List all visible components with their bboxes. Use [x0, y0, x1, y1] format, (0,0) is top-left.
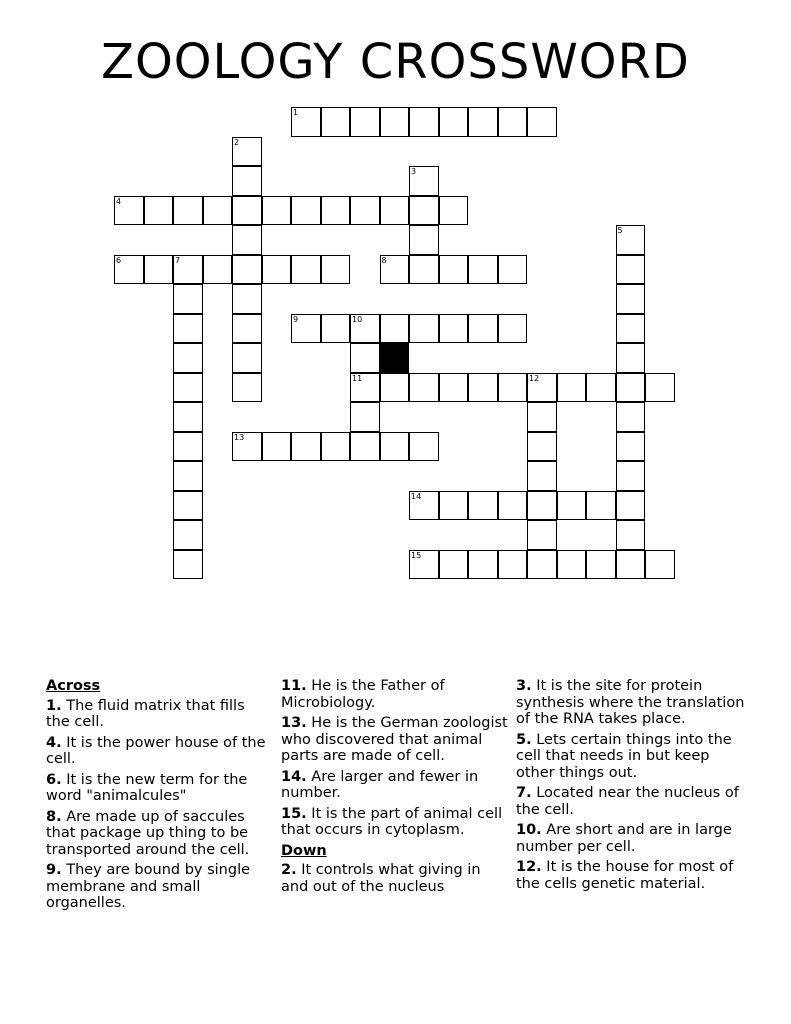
- grid-cell[interactable]: [409, 550, 439, 580]
- clue-number: 4: [116, 196, 122, 206]
- grid-cell[interactable]: [498, 107, 528, 137]
- grid-cell[interactable]: [350, 432, 380, 462]
- grid-cell[interactable]: [321, 196, 351, 226]
- grid-cell[interactable]: [409, 196, 439, 226]
- grid-cell[interactable]: [498, 550, 528, 580]
- grid-cell[interactable]: [232, 225, 262, 255]
- clue-across-13: 13. He is the German zoologist who discovered that animal parts are made of cell.: [281, 715, 508, 764]
- grid-cell[interactable]: [232, 314, 262, 344]
- clue-across-9: 9. They are bound by single membrane and small organelles.: [46, 862, 251, 911]
- grid-cell[interactable]: [645, 373, 675, 403]
- grid-cell[interactable]: [144, 255, 174, 285]
- grid-cell[interactable]: [203, 255, 233, 285]
- grid-cell[interactable]: [409, 255, 439, 285]
- down-heading: Down: [281, 842, 327, 859]
- clue-across-8: 8. Are made up of saccules that package up thing to be transported around the cell.: [46, 808, 250, 858]
- grid-cell[interactable]: [350, 373, 380, 403]
- clue-across-11: 11. He is the Father of Microbiology.: [281, 678, 445, 711]
- clue-across-6: 6. It is the new term for the word "animalcules": [46, 771, 248, 804]
- clue-down-12: 12. It is the house for most of the cells genetic material.: [516, 859, 734, 892]
- clue-number: 5: [617, 226, 623, 235]
- grid-cell[interactable]: [527, 402, 557, 432]
- clue-number: 3: [411, 167, 417, 176]
- clue-number: 9: [293, 314, 299, 324]
- clue-number: 13: [234, 432, 245, 442]
- grid-cell[interactable]: [409, 107, 439, 137]
- grid-cell[interactable]: [262, 432, 292, 462]
- clue-number: 11: [352, 373, 363, 383]
- grid-cell[interactable]: [468, 373, 498, 403]
- grid-cell[interactable]: [203, 196, 233, 226]
- grid-cell[interactable]: [321, 432, 351, 462]
- grid-cell[interactable]: [557, 550, 587, 580]
- grid-cell[interactable]: [232, 284, 262, 314]
- grid-cell[interactable]: [409, 432, 439, 462]
- grid-cell[interactable]: [616, 284, 646, 314]
- grid-cell[interactable]: [645, 550, 675, 580]
- clue-number: 7: [175, 255, 181, 265]
- grid-cell[interactable]: [409, 491, 439, 521]
- grid-cell[interactable]: [527, 432, 557, 462]
- grid-cell[interactable]: [557, 373, 587, 403]
- grid-cell[interactable]: [232, 166, 262, 196]
- grid-cell[interactable]: [380, 314, 410, 344]
- clue-number: 12: [529, 373, 540, 383]
- clue-across-15: 15. It is the part of animal cell that occurs in cytoplasm.: [281, 805, 503, 838]
- grid-cell[interactable]: [468, 550, 498, 580]
- grid-cell[interactable]: [173, 461, 203, 491]
- grid-cell[interactable]: [586, 491, 616, 521]
- grid-cell[interactable]: [173, 284, 203, 314]
- grid-cell[interactable]: [616, 520, 646, 550]
- clue-number: 15: [411, 550, 422, 560]
- grid-cell[interactable]: [498, 314, 528, 344]
- grid-cell[interactable]: [350, 314, 380, 344]
- grid-cell[interactable]: [380, 432, 410, 462]
- grid-cell[interactable]: [291, 196, 321, 226]
- clue-down-10: 10. Are short and are in large number per cell.: [516, 822, 732, 855]
- grid-cell[interactable]: [527, 491, 557, 521]
- clue-number: 1: [293, 108, 299, 117]
- clue-down-7: 7. Located near the nucleus of the cell.: [516, 785, 739, 818]
- grid-cell[interactable]: [291, 255, 321, 285]
- grid-cell[interactable]: [409, 373, 439, 403]
- grid-cell[interactable]: [616, 225, 646, 255]
- grid-cell[interactable]: [173, 373, 203, 403]
- grid-cell[interactable]: [291, 107, 321, 137]
- grid-cell[interactable]: [232, 137, 262, 167]
- grid-cell[interactable]: [468, 491, 498, 521]
- grid-cell[interactable]: [173, 314, 203, 344]
- grid-cell[interactable]: [144, 196, 174, 226]
- grid-cell[interactable]: [468, 107, 498, 137]
- grid-cell[interactable]: [232, 373, 262, 403]
- grid-cell[interactable]: [616, 314, 646, 344]
- grid-cell[interactable]: [616, 343, 646, 373]
- grid-cell[interactable]: [350, 196, 380, 226]
- grid-cell[interactable]: [173, 343, 203, 373]
- grid-cell[interactable]: [173, 432, 203, 462]
- blocked-cell: [380, 343, 410, 373]
- grid-cell[interactable]: [616, 402, 646, 432]
- grid-cell[interactable]: [173, 491, 203, 521]
- grid-cell[interactable]: [616, 550, 646, 580]
- grid-cell[interactable]: [616, 461, 646, 491]
- grid-cell[interactable]: [232, 255, 262, 285]
- grid-cell[interactable]: [527, 461, 557, 491]
- grid-cell[interactable]: [114, 255, 144, 285]
- grid-cell[interactable]: [616, 491, 646, 521]
- page-title: ZOOLOGY CROSSWORD: [101, 34, 690, 90]
- grid-cell[interactable]: [616, 373, 646, 403]
- grid-cell[interactable]: [173, 550, 203, 580]
- grid-cell[interactable]: [498, 255, 528, 285]
- clue-across-4: 4. It is the power house of the cell.: [46, 734, 266, 767]
- grid-cell[interactable]: [232, 343, 262, 373]
- grid-cell[interactable]: [557, 491, 587, 521]
- grid-cell[interactable]: [439, 373, 469, 403]
- clue-number: 2: [234, 137, 240, 147]
- grid-cell[interactable]: [350, 107, 380, 137]
- grid-cell[interactable]: [321, 107, 351, 137]
- clue-number: 6: [116, 255, 122, 265]
- grid-cell[interactable]: [498, 373, 528, 403]
- grid-cell[interactable]: [350, 343, 380, 373]
- grid-cell[interactable]: [468, 255, 498, 285]
- grid-cell[interactable]: [409, 166, 439, 196]
- grid-cell[interactable]: [321, 255, 351, 285]
- grid-cell[interactable]: [439, 255, 469, 285]
- grid-cell[interactable]: [380, 373, 410, 403]
- grid-cell[interactable]: [380, 107, 410, 137]
- grid-cell[interactable]: [350, 402, 380, 432]
- clues-column-3: [516, 678, 751, 896]
- grid-cell[interactable]: [527, 107, 557, 137]
- clue-down-2: 2. It controls what giving in and out of the nucleus: [281, 862, 481, 895]
- clue-number: 10: [352, 314, 363, 324]
- across-heading: Across: [46, 678, 101, 694]
- grid-cell[interactable]: [439, 196, 469, 226]
- clue-number: 8: [381, 255, 387, 265]
- grid-cell[interactable]: [291, 432, 321, 462]
- grid-cell[interactable]: [173, 520, 203, 550]
- grid-cell[interactable]: [616, 255, 646, 285]
- grid-cell[interactable]: [468, 314, 498, 344]
- grid-cell[interactable]: [291, 314, 321, 344]
- grid-cell[interactable]: [173, 402, 203, 432]
- grid-cell[interactable]: [262, 196, 292, 226]
- grid-cell[interactable]: [232, 196, 262, 226]
- clue-across-1: 1. The fluid matrix that fills the cell.: [46, 697, 245, 730]
- grid-cell[interactable]: [173, 255, 203, 285]
- clue-number: 14: [411, 491, 422, 501]
- grid-cell[interactable]: [586, 550, 616, 580]
- grid-cell[interactable]: [262, 255, 292, 285]
- clue-across-14: 14. Are larger and fewer in number.: [281, 768, 479, 801]
- grid-cell[interactable]: [586, 373, 616, 403]
- grid-cell[interactable]: [616, 432, 646, 462]
- grid-cell[interactable]: [527, 550, 557, 580]
- grid-cell[interactable]: [380, 196, 410, 226]
- grid-cell[interactable]: [380, 255, 410, 285]
- grid-cell[interactable]: [439, 314, 469, 344]
- clues-column-1: [46, 678, 271, 916]
- grid-cell[interactable]: [439, 550, 469, 580]
- clue-down-5: 5. Lets certain things into the cell that needs in but keep other things out.: [516, 731, 732, 781]
- grid-cell[interactable]: [114, 196, 144, 226]
- grid-cell[interactable]: [439, 491, 469, 521]
- grid-cell[interactable]: [439, 107, 469, 137]
- grid-cell[interactable]: [232, 432, 262, 462]
- clues-column-2: [281, 678, 511, 899]
- grid-cell[interactable]: [173, 196, 203, 226]
- grid-cell[interactable]: [498, 491, 528, 521]
- grid-cell[interactable]: [321, 314, 351, 344]
- grid-cell[interactable]: [527, 373, 557, 403]
- clue-down-3: 3. It is the site for protein synthesis where the translation of the RNA takes place.: [516, 678, 745, 727]
- grid-cell[interactable]: [409, 225, 439, 255]
- grid-cell[interactable]: [409, 314, 439, 344]
- grid-cell[interactable]: [527, 520, 557, 550]
